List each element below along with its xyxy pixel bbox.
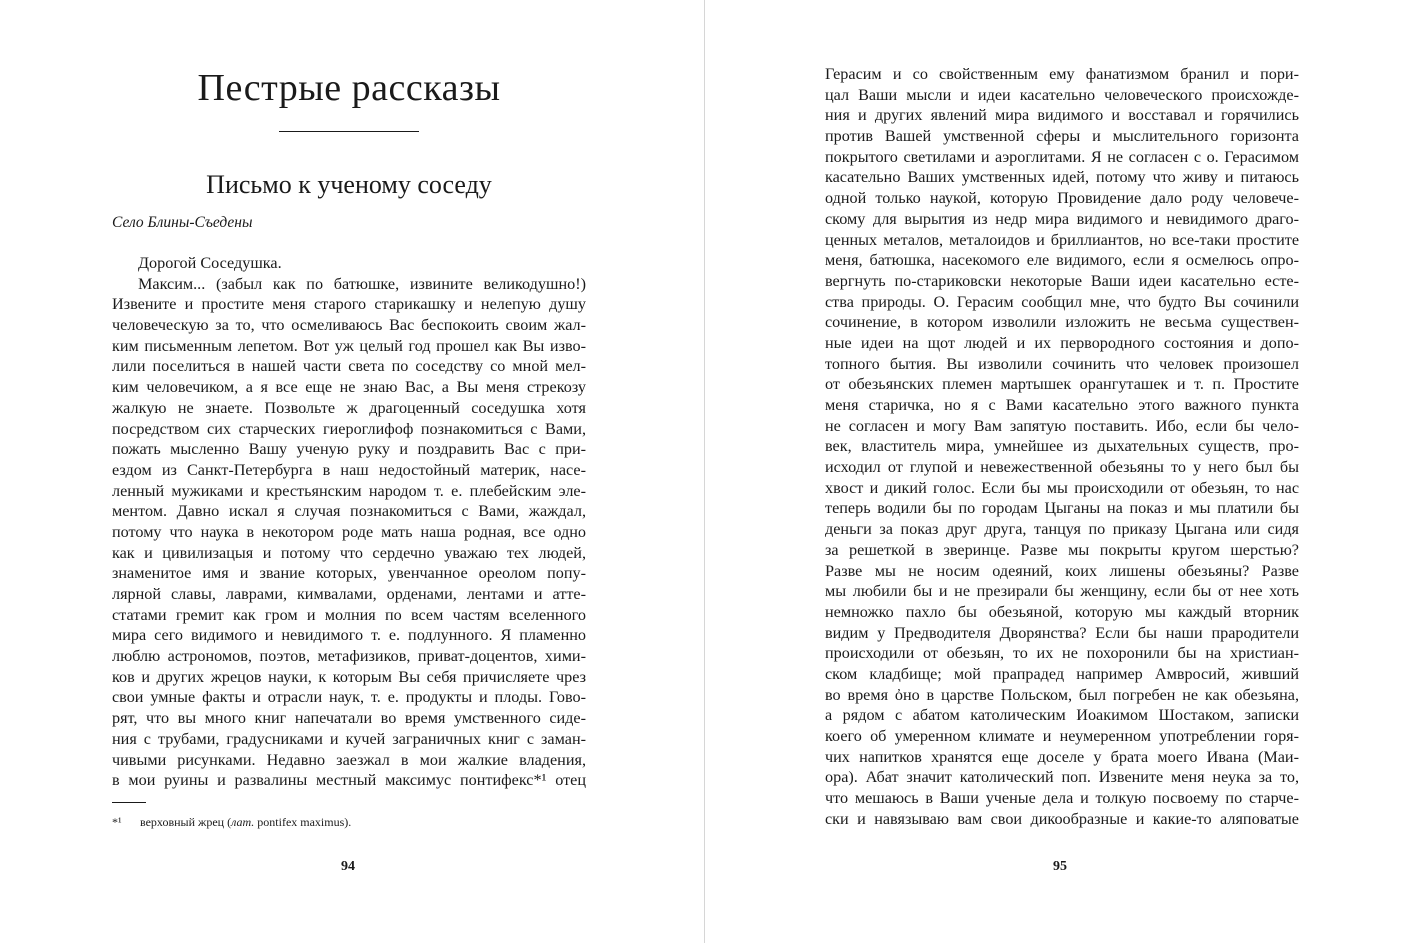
text-line: свои умные факты и отрасли наук, т. е. продукты и плоды. Гово- — [112, 688, 586, 707]
text-line: Разве мы не носим одеяний, коих лишены обезьяны? Разве — [825, 561, 1299, 580]
text-line: ленный мужиками и крестьянским народом т. е. плебейским эле- — [112, 481, 586, 500]
text-line: вергнуть по-стариковски некоторые Ваши идеи касательно есте- — [825, 271, 1299, 290]
text-line: мира сего видимого и невидимого т. е. подлунного. Я пламенно — [112, 626, 586, 645]
text-line: теперь водили бы по городам Цыганы на показ и мы платили бы — [825, 499, 1299, 518]
text-line: как и цивилизацыя и потому что сердечно уважаю тех людей, — [112, 543, 586, 562]
text-line: одной только наукой, которую Провидение дало роду человече- — [825, 189, 1299, 208]
text-line: хвост и дикий голос. Если бы мы происходили от обезьян, то нас — [825, 478, 1299, 497]
text-line: видим у Предводителя Дворянства? Если бы наши прародители — [825, 623, 1299, 642]
text-line: рят, что вы много книг напечатали во время умственного сиде- — [112, 709, 586, 728]
text-line: ездом из Санкт-Петербурга в наш недостойный материк, насе- — [112, 460, 586, 479]
text-line: ценных металов, металоидов и бриллиантов, но все-таки простите — [825, 230, 1299, 249]
text-line: ства природы. О. Герасим сообщил мне, что будто Вы сочинили — [825, 292, 1299, 311]
text-line: меня, батюшка, насекомого еле видимого, если я осмелюсь опро- — [825, 251, 1299, 270]
story-title: Письмо к ученому соседу — [206, 170, 492, 199]
chapter-title: Пестрые рассказы — [197, 67, 501, 109]
text-line: ментом. Давно искал я случая познакомиться с Вами, жаждал, — [112, 502, 586, 521]
right-body-text — [825, 64, 1299, 829]
title-divider — [279, 131, 419, 132]
text-line: происходили от обезьян, то их не похоронили бы на христиан- — [825, 644, 1299, 663]
text-line: сочинение, в котором изволили изложить не весьма существен- — [825, 313, 1299, 332]
text-line: пожать мысленно Вашу ученую руку и поздравить Вас с при- — [112, 440, 586, 459]
left-page — [0, 0, 704, 943]
text-line: жалкую не знаете. Позвольте ж драгоценный соседушка хотя — [112, 398, 586, 417]
text-line: чивыми рисунками. Недавно заезжал в мои жалкие владения, — [112, 750, 586, 769]
text-line: ков и других жрецов науки, к которым Вы себя причисляете чрез — [112, 667, 586, 686]
text-line: а рядом с абатом католическим Иоакимом Шостаком, записки — [825, 706, 1299, 725]
text-line: потому что наука в некотором роде мать наша родная, все одно — [112, 522, 586, 541]
page-number: 94 — [341, 859, 355, 874]
right-page — [705, 0, 1410, 943]
text-line: мы любили бы и не презирали бы женщину, если бы от нее хоть — [825, 582, 1299, 601]
text-line: от обезьянских племен мартышек орангуташек и т. п. Простите — [825, 375, 1299, 394]
footnote-abbr: лат. — [231, 815, 255, 829]
text-line: покрытого светилами и аэроглитами. Я не согласен с о. Герасимом — [825, 147, 1299, 166]
text-line: посредством сих старческих гиероглифоф познакомиться с Вами, — [112, 419, 586, 438]
text-line: лили поселиться в нашей части света по соседству со мной мел- — [112, 357, 586, 376]
text-line: коего об умеренном климате и неумеренном употреблении горя- — [825, 727, 1299, 745]
text-line: немножко пахло бы обезьяной, которую мы каждый вторник — [825, 602, 1299, 621]
text-line: во время ὀно в царстве Польском, был погребен не как обезьяна, — [825, 685, 1299, 704]
footnote-divider — [112, 802, 146, 803]
text-line: статами гремит как гром и молния по всем частям вселенного — [112, 605, 586, 624]
text-line: касательно Ваших умственных идей, потому что живу и питаюсь — [825, 168, 1299, 187]
text-line: против Вашей умственной сферы и мыслительного горизонта — [825, 127, 1299, 146]
text-line: что мешаюсь в Ваши ученые дела и толкую посвоему по старче- — [825, 789, 1299, 808]
text-line: за решеткой в зверинце. Разве мы покрыты кругом шерстью? — [825, 540, 1299, 559]
footnote-mark: *¹ — [112, 815, 122, 829]
text-line: не согласен и могу Вам запятую поставить. Ибо, если бы чело- — [825, 416, 1299, 435]
text-line: Дорогой Соседушка. — [138, 254, 282, 272]
text-line: скому для вырытия из недр мира видимого и невидимого драго- — [825, 209, 1299, 228]
text-line: люблю астрономов, поэтов, метафизиков, приват-доцентов, хими- — [112, 647, 586, 666]
text-line: деньги за показ друг друга, танцуя по приказу Цыгана или сидя — [825, 520, 1299, 539]
text-line: человеческую за то, что осмеливаюсь Вас беспокоить своим жал- — [112, 316, 586, 335]
text-line: меня старичка, но я с Вами касательно этого важного пункта — [825, 396, 1299, 414]
left-body-text — [112, 253, 586, 791]
footnote — [112, 815, 351, 830]
text-line: ния с трубами, градусниками и кучей заграничных книг с заман- — [112, 729, 586, 748]
text-line: ные идеи на щот людей и их первородного состояния и допо- — [825, 333, 1299, 352]
text-line: ния и других явлений мира видимого и восставал и горячились — [825, 106, 1299, 125]
text-line: ким человечиком, а я все еще не знаю Вас, а Вы меня стрекозу — [112, 378, 586, 397]
text-line: ском кладбище; мой прапрадед например Амвросий, живший — [825, 664, 1299, 683]
text-line: лярной славы, лаврами, кимвалами, орденами, лентами и атте- — [112, 585, 586, 603]
text-line: исходил от глупой и невежественной обезьяны то у него был бы — [825, 458, 1299, 477]
text-line: цал Ваши мысли и идеи касательно человеческого происхожде- — [825, 85, 1299, 104]
text-line: чих напитков хранятся еще доселе у брата моего Ивана (Маи- — [825, 747, 1299, 766]
footnote-text-end: pontifex maximus). — [254, 815, 352, 829]
text-line: ски и навязываю вам свои дикообразные и какие-то аляповатые — [825, 809, 1299, 828]
text-line: Герасим и со свойственным ему фанатизмом бранил и пори- — [825, 65, 1299, 83]
text-line: Максим... (забыл как по батюшке, извините великодушно!) — [138, 274, 586, 293]
text-line: ора). Абат значит католический поп. Извените меня неука за то, — [825, 768, 1299, 787]
text-line: знаменитое имя и звание которых, увенчанное ореолом попу- — [112, 564, 586, 583]
text-line: Извените и простите меня старого старикашку и нелепую душу — [112, 295, 586, 314]
text-line: ким письменным лепетом. Вот уж целый год прошел как Вы изво- — [112, 336, 586, 355]
footnote-text: верховный жрец ( — [140, 815, 232, 829]
text-line: век, властитель мира, умнейшее из дыхательных существ, про- — [825, 437, 1299, 456]
page-number: 95 — [1053, 859, 1067, 874]
place-heading: Село Блины-Съедены — [112, 214, 253, 231]
text-line: топного бытия. Вы изволили сочинить что человек произошел — [825, 354, 1299, 373]
text-line: в мои руины и развалины местный максимус понтифекс*¹ отец — [112, 771, 586, 790]
